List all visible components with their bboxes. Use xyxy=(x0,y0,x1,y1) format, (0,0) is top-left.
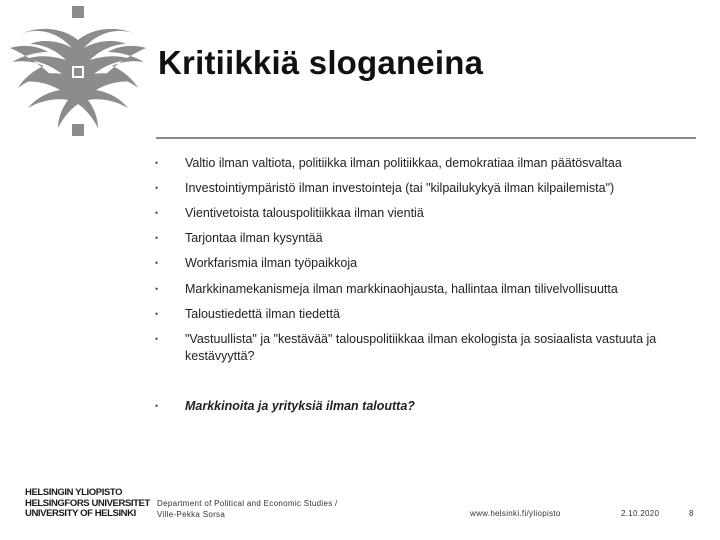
bullet-text: Markkinoita ja yrityksiä ilman taloutta? xyxy=(185,399,415,413)
bullet-marker: • xyxy=(155,158,159,168)
bullet-text: Valtio ilman valtiota, politiikka ilman politiikkaa, demokratiaa ilman päätösvaltaa xyxy=(185,156,622,170)
bullet-marker: • xyxy=(155,401,159,411)
bullet-text: Investointiympäristö ilman investointeja (tai "kilpailukykyä ilman kilpailemista") xyxy=(185,181,615,195)
bullet-text: Markkinamekanismeja ilman markkinaohjausta, hallintaa ilman tilivelvollisuutta xyxy=(185,282,618,296)
bullet-marker: • xyxy=(155,183,159,193)
university-name xyxy=(25,488,150,520)
slide-title: Kritiikkiä sloganeina xyxy=(158,44,484,81)
bullet-marker: • xyxy=(155,334,159,344)
bullet-marker: • xyxy=(155,309,159,319)
footer-department-line: Department of Political and Economic Studies / xyxy=(157,499,338,508)
title-divider xyxy=(156,137,696,139)
bullet-marker: • xyxy=(155,233,159,243)
university-flame-logo-icon xyxy=(0,0,150,150)
footer-department xyxy=(157,499,338,520)
bullet-text: "Vastuullista" ja "kestävää" talouspolitiikkaa ilman ekologista ja sosiaalista vastuuta ja kestävyyttä? xyxy=(185,332,657,363)
footer-date: 2.10.2020 xyxy=(621,509,660,518)
university-name-en: UNIVERSITY OF HELSINKI xyxy=(25,508,136,519)
university-name-fi: HELSINGIN YLIOPISTO xyxy=(25,487,123,498)
bullet-marker: • xyxy=(155,258,159,268)
footer-url: www.helsinki.fi/yliopisto xyxy=(470,509,561,518)
bullet-text: Tarjontaa ilman kysyntää xyxy=(185,231,323,245)
page-number: 8 xyxy=(689,509,694,518)
bullet-text: Taloustiedettä ilman tiedettä xyxy=(185,307,340,321)
bullet-text: Vientivetoista talouspolitiikkaa ilman vientiä xyxy=(185,206,424,220)
bullet-text: Workfarismia ilman työpaikkoja xyxy=(185,256,358,270)
bullet-marker: • xyxy=(155,208,159,218)
bullet-marker: • xyxy=(155,284,159,294)
footer-author-line: Ville-Pekka Sorsa xyxy=(157,509,226,519)
university-name-sv: HELSINGFORS UNIVERSITET xyxy=(25,497,150,509)
